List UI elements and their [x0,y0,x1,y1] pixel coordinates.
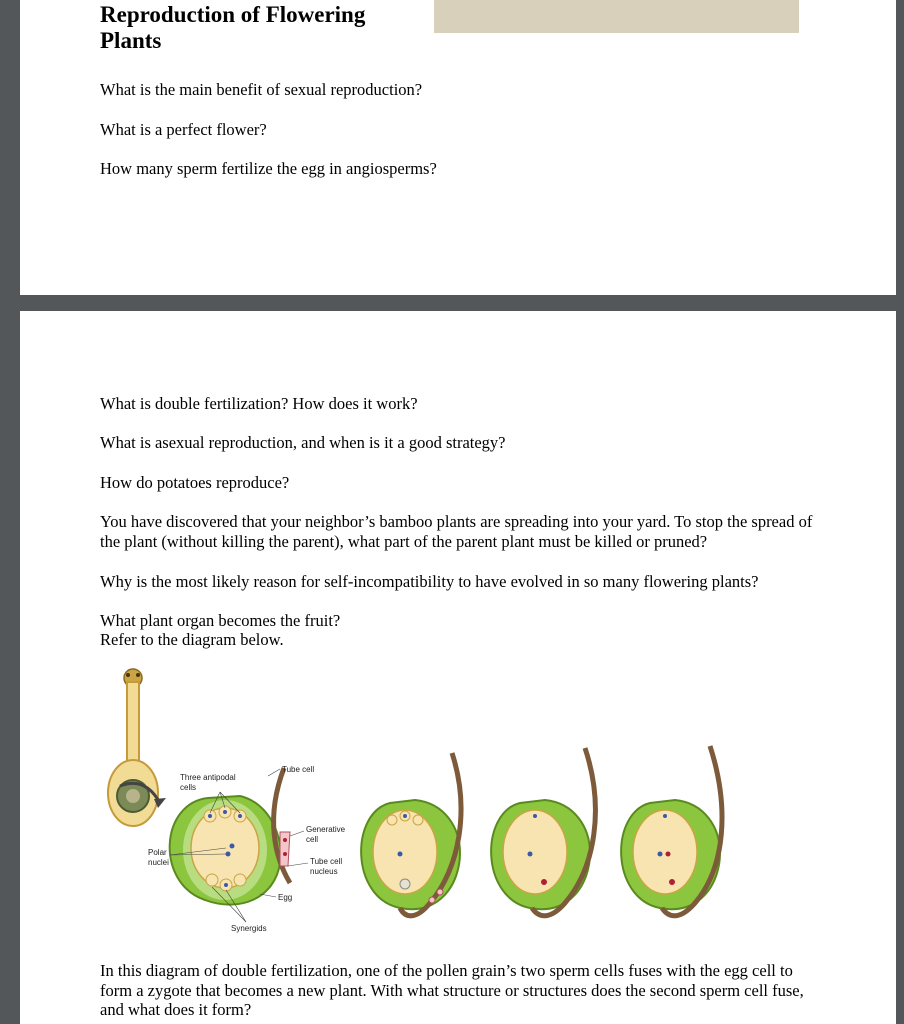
question-asexual: What is asexual reproduction, and when is it a good strategy? [100,433,506,452]
header-image [434,0,799,33]
ovule-stage-4 [621,746,722,916]
document-page-2 [20,311,896,1024]
label-polar-2: nuclei [148,858,169,867]
question-self-incompatibility: Why is the most likely reason for self-incompatibility to have evolved in so many flowering plants? [100,572,759,591]
ovule-stage-3 [491,748,595,916]
question-potatoes: How do potatoes reproduce? [100,473,290,492]
pollen-grain-illustration [108,669,166,826]
label-antipodal-1: Three antipodal [180,773,236,782]
question-sperm-count: How many sperm fertilize the egg in angiosperms? [100,159,437,178]
diagram-reference: Refer to the diagram below. [100,630,284,649]
question-bamboo: You have discovered that your neighbor’s bamboo plants are spreading into your yard. To stop the spread of the plant (without killing the parent), what part of the parent plant must be killed or pruned? [100,512,813,551]
page-title: Reproduction of Flowering Plants [100,2,366,53]
question-double-fertilization: What is double fertilization? How does it work? [100,394,418,413]
double-fertilization-diagram [100,668,740,948]
label-egg: Egg [278,893,293,902]
label-generative-2: cell [306,835,319,844]
label-tube-cell: Tube cell [282,765,315,774]
question-second-sperm: In this diagram of double fertilization, one of the pollen grain’s two sperm cells fuses with the egg cell to form a zygote that becomes a new plant. With what structure or structures does the second sperm cell fuse, and what does it form? [100,961,804,1019]
label-antipodal-2: cells [180,783,197,792]
label-polar-1: Polar [148,848,167,857]
label-tube-nucleus-2: nucleus [310,867,338,876]
label-tube-nucleus-1: Tube cell [310,857,343,866]
document-page-1 [20,0,896,295]
question-fruit: What plant organ becomes the fruit? [100,611,341,630]
question-perfect-flower: What is a perfect flower? [100,120,267,139]
ovule-stage-2 [361,753,461,916]
question-sexual-benefit: What is the main benefit of sexual reproduction? [100,80,423,99]
label-generative-1: Generative [306,825,346,834]
label-synergids: Synergids [231,924,267,933]
